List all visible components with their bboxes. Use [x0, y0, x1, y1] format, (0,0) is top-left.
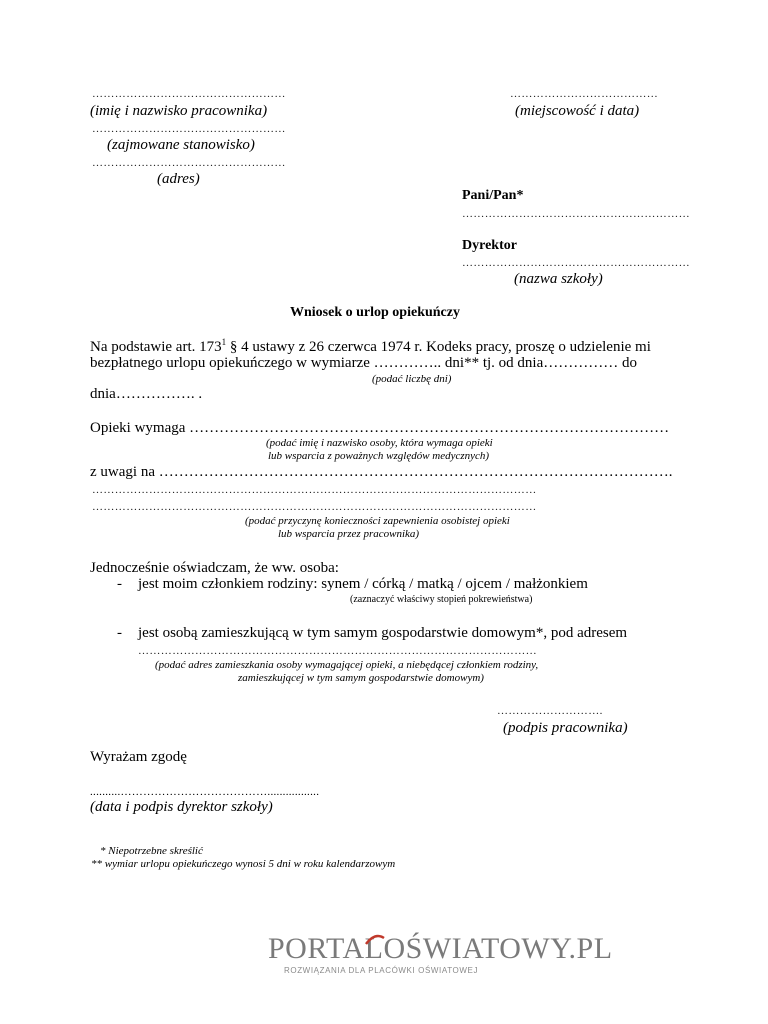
care-person-line: Opieki wymaga …………………………………………………………………………………… — [90, 420, 670, 436]
care-person-hint-1: (podać imię i nazwisko osoby, która wymaga opieki — [266, 437, 493, 449]
director-signature-label: (data i podpis dyrektor szkoły) — [90, 799, 273, 815]
approval-text: Wyrażam zgodę — [90, 749, 187, 765]
logo-accent-icon — [364, 934, 386, 946]
request-line-2: bezpłatnego urlopu opiekuńczego w wymiarze ………….. dni** tj. od dnia…………… do — [90, 355, 637, 371]
position-label: (zajmowane stanowisko) — [107, 137, 255, 153]
reason-dots-1: ……………………………………………………………………………………………………… — [92, 484, 537, 496]
care-person-hint-2: lub wsparcia z poważnych względów medycznych) — [268, 450, 490, 462]
approval-dots: ..........…………………………………................. — [90, 786, 320, 798]
address-label: (adres) — [157, 171, 200, 187]
employee-signature-label: (podpis pracownika) — [503, 720, 628, 736]
place-date-label: (miejscowość i data) — [515, 103, 640, 119]
school-label: (nazwa szkoły) — [514, 271, 603, 287]
footnote-1: * Niepotrzebne skreślić — [100, 845, 203, 857]
request-line-3: dnia……………. . — [90, 386, 203, 402]
logo-wordmark: PORTALOŚWIATOWY.PL — [268, 932, 613, 965]
reason-hint-1: (podać przyczynę konieczności zapewnienia osobistej opieki — [245, 515, 510, 527]
declaration-intro: Jednocześnie oświadczam, że ww. osoba: — [90, 560, 339, 576]
address-dots: …………………………………………… — [92, 157, 286, 169]
school-dots: …………………………………………………… — [462, 257, 690, 269]
item2-dash: - — [117, 625, 122, 641]
portal-oswiatowy-logo — [268, 932, 613, 980]
reason-line: z uwagi na …………………………………………………………………………………………. — [90, 464, 673, 480]
signature-dots: ………………………. — [497, 705, 603, 717]
relationship-hint: (zaznaczyć właściwy stopień pokrewieństwa) — [350, 594, 533, 605]
salutation: Pani/Pan* — [462, 188, 524, 203]
reason-dots-2: ……………………………………………………………………………………………………… — [92, 501, 537, 513]
recipient-dots: …………………………………………………… — [462, 208, 690, 220]
household-hint-2: zamieszkującej w tym samym gospodarstwie domowym) — [238, 672, 484, 684]
employee-name-label: (imię i nazwisko pracownika) — [90, 103, 268, 119]
item1-dash: - — [117, 576, 122, 592]
employee-name-dots: …………………………………………… — [92, 88, 286, 100]
place-date-dots: ………………………………… — [510, 88, 659, 100]
household-statement: jest osobą zamieszkującą w tym samym gospodarstwie domowym*, pod adresem — [138, 625, 628, 641]
reason-hint-2: lub wsparcia przez pracownika) — [278, 528, 420, 540]
household-address-dots: …………………………………………………………………………………………… — [138, 645, 537, 657]
household-hint-1: (podać adres zamieszkania osoby wymagającej opieki, a niebędącej członkiem rodziny, — [155, 659, 539, 671]
logo-tagline: ROZWIĄZANIA DLA PLACÓWKI OŚWIATOWEJ — [284, 966, 479, 975]
director-title: Dyrektor — [462, 238, 517, 253]
position-dots: …………………………………………… — [92, 123, 286, 135]
footnote-2: ** wymiar urlopu opiekuńczego wynosi 5 dni w roku kalendarzowym — [91, 858, 396, 870]
days-hint: (podać liczbę dni) — [372, 373, 452, 385]
document-title: Wniosek o urlop opiekuńczy — [290, 305, 460, 320]
request-line-1: Na podstawie art. $173^1$ § 4 ustawy z 26 czerwca 1974 r. Kodeks pracy, proszę o udzielenie mi — [90, 337, 651, 355]
family-member-statement: jest moim członkiem rodziny: synem / córką / matką / ojcem / małżonkiem — [138, 576, 588, 592]
